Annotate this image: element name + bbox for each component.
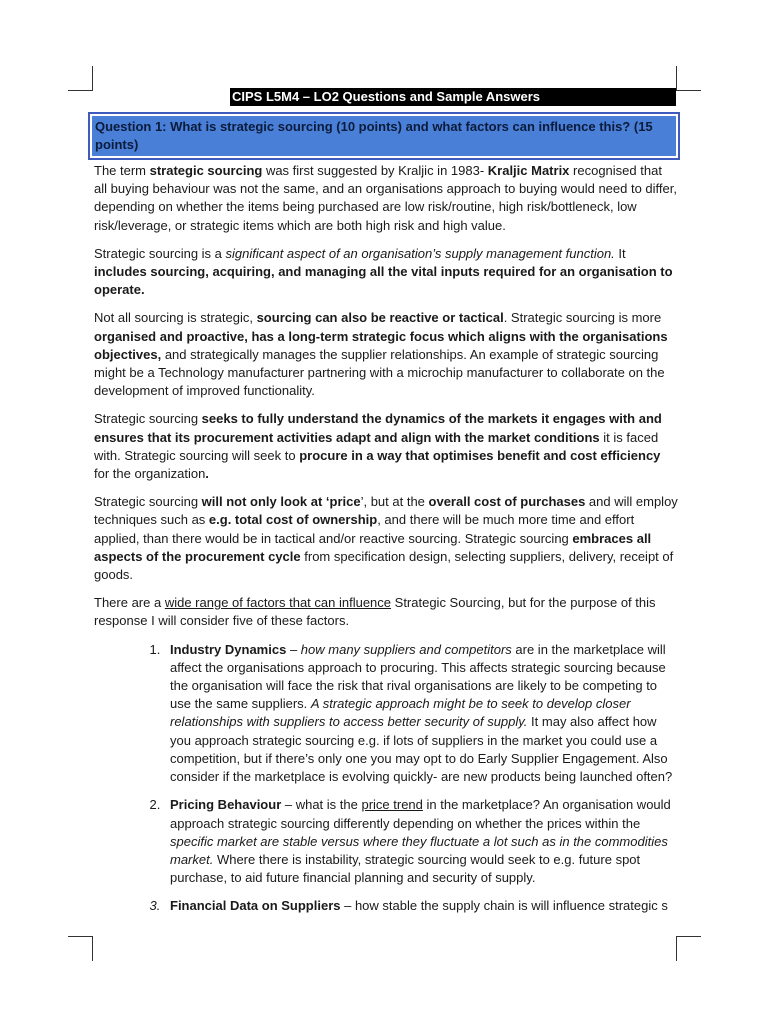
text-run: – what is the: [281, 797, 362, 813]
paragraph-4: [94, 410, 678, 483]
text-run: and will employ techniques such as: [94, 494, 678, 528]
text-run: Strategic sourcing is a: [94, 245, 226, 261]
list-item-financial-data: [164, 897, 678, 915]
text-run: Not all sourcing is strategic,: [94, 310, 257, 326]
list-item-industry-dynamics: [164, 641, 678, 787]
paragraph-6: [94, 594, 678, 630]
paragraph-3: [94, 309, 678, 400]
factors-list: [94, 641, 678, 916]
italic-run: A strategic approach might be to seek to develop closer relationships with suppliers to access better security of supply.: [170, 696, 631, 730]
question-box: [88, 112, 680, 160]
bold-run: includes sourcing, acquiring, and managing all the vital inputs required for an organisation to operate.: [94, 264, 673, 298]
document-body: [94, 162, 678, 926]
text-run: Where there is instability, strategic sourcing would seek to e.g. future spot purchase, to aid future financial planning and security of supply.: [170, 851, 641, 886]
bold-run: embraces all aspects of the procurement cycle: [94, 530, 652, 564]
text-run: was first suggested by Kraljic in 1983-: [262, 163, 488, 178]
text-run: –: [286, 641, 301, 657]
bold-run: Financial Data on Suppliers: [170, 898, 341, 914]
list-item-pricing-behaviour: [164, 796, 678, 887]
underline-run: wide range of factors that can influence: [164, 595, 392, 611]
text-run: Strategic sourcing: [94, 494, 202, 510]
bold-run: strategic sourcing: [149, 163, 263, 178]
bold-run: sourcing can also be reactive or tactical: [256, 310, 504, 326]
italic-run: significant aspect of an organisation’s supply management function.: [225, 245, 615, 261]
bold-run: will not only look at ‘price: [201, 494, 361, 510]
italic-run: specific market are stable versus where they fluctuate a lot such as in the commodities market.: [170, 833, 668, 867]
document-title: CIPS L5M4 – LO2 Questions and Sample Answers: [230, 88, 676, 106]
bold-run: Pricing Behaviour: [170, 797, 282, 813]
bold-run: e.g. total cost of ownership: [208, 512, 378, 528]
text-run: The term: [94, 163, 150, 178]
text-run: . Strategic sourcing is more: [503, 310, 662, 326]
bold-run: .: [205, 466, 209, 482]
bold-run: organised and proactive, has a long-term strategic focus which aligns with the organisations objectives,: [94, 328, 668, 362]
italic-run: how many suppliers and competitors: [300, 641, 512, 657]
text-run: and strategically manages the supplier relationships. An example of strategic sourcing might be a Technology manufacturer partnering with a microchip manufacturer to collaborate on the development of improved functionality.: [94, 346, 665, 399]
text-run: It may also affect how you approach strategic sourcing e.g. if lots of suppliers in the market you could use a competition, but if there’s only one you may opt to do Early Supplier Engagement. Also consider if the marketplace is evolving quickly- are new products being launched often?: [170, 714, 673, 785]
text-run: , and there will be much more time and effort applied, than there would be in tactical and/or reactive sourcing. Strategic sourcing: [94, 512, 635, 546]
question-text: Question 1: What is strategic sourcing (10 points) and what factors can influence this? (15 points): [92, 116, 676, 156]
text-run: recognised that all buying behaviour was not the same, and an organisations approach to buying would need to differ, depending on whether the items being purchased are low risk/routine, high risk/bottleneck, low risk/leverage, or strategic items which are both high risk and high value.: [94, 163, 677, 233]
bold-run: Kraljic Matrix: [487, 163, 570, 178]
text-run: Strategic Sourcing, but for the purpose of this response I will consider five of these factors.: [94, 595, 656, 629]
text-run: It: [614, 245, 626, 261]
paragraph-2: [94, 245, 678, 300]
paragraph-1: [94, 162, 678, 235]
text-run: There are a: [94, 595, 165, 611]
underline-run: price trend: [361, 797, 423, 813]
text-run: for the organization: [94, 466, 206, 482]
bold-run: seeks to fully understand the dynamics of the markets it engages with and ensures that its procurement activities adapt and align with the market conditions: [94, 411, 662, 445]
text-run: ’, but at the: [360, 494, 429, 510]
text-run: Strategic sourcing: [94, 411, 202, 427]
paragraph-5: [94, 493, 678, 584]
crop-mark-bottom-right: [676, 936, 701, 961]
bold-run: procure in a way that optimises benefit and cost efficiency: [299, 447, 661, 463]
text-run: in the marketplace? An organisation would approach strategic sourcing differently depending on whether the prices within the: [170, 797, 671, 831]
text-run: from specification design, selecting suppliers, delivery, receipt of goods.: [94, 548, 674, 583]
text-run: – how stable the supply chain is will influence strategic s: [340, 898, 668, 914]
bold-run: Industry Dynamics: [170, 641, 287, 657]
crop-mark-top-left: [68, 66, 93, 91]
crop-mark-top-right: [676, 66, 701, 91]
text-run: are in the marketplace will affect the organisations approach to procuring. This affects strategic sourcing because the organisation will face the risk that rival organisations are likely to be competing to use the same suppliers.: [170, 641, 666, 712]
crop-mark-bottom-left: [68, 936, 93, 961]
bold-run: overall cost of purchases: [428, 494, 586, 510]
text-run: it is faced with. Strategic sourcing will seek to: [94, 429, 659, 463]
